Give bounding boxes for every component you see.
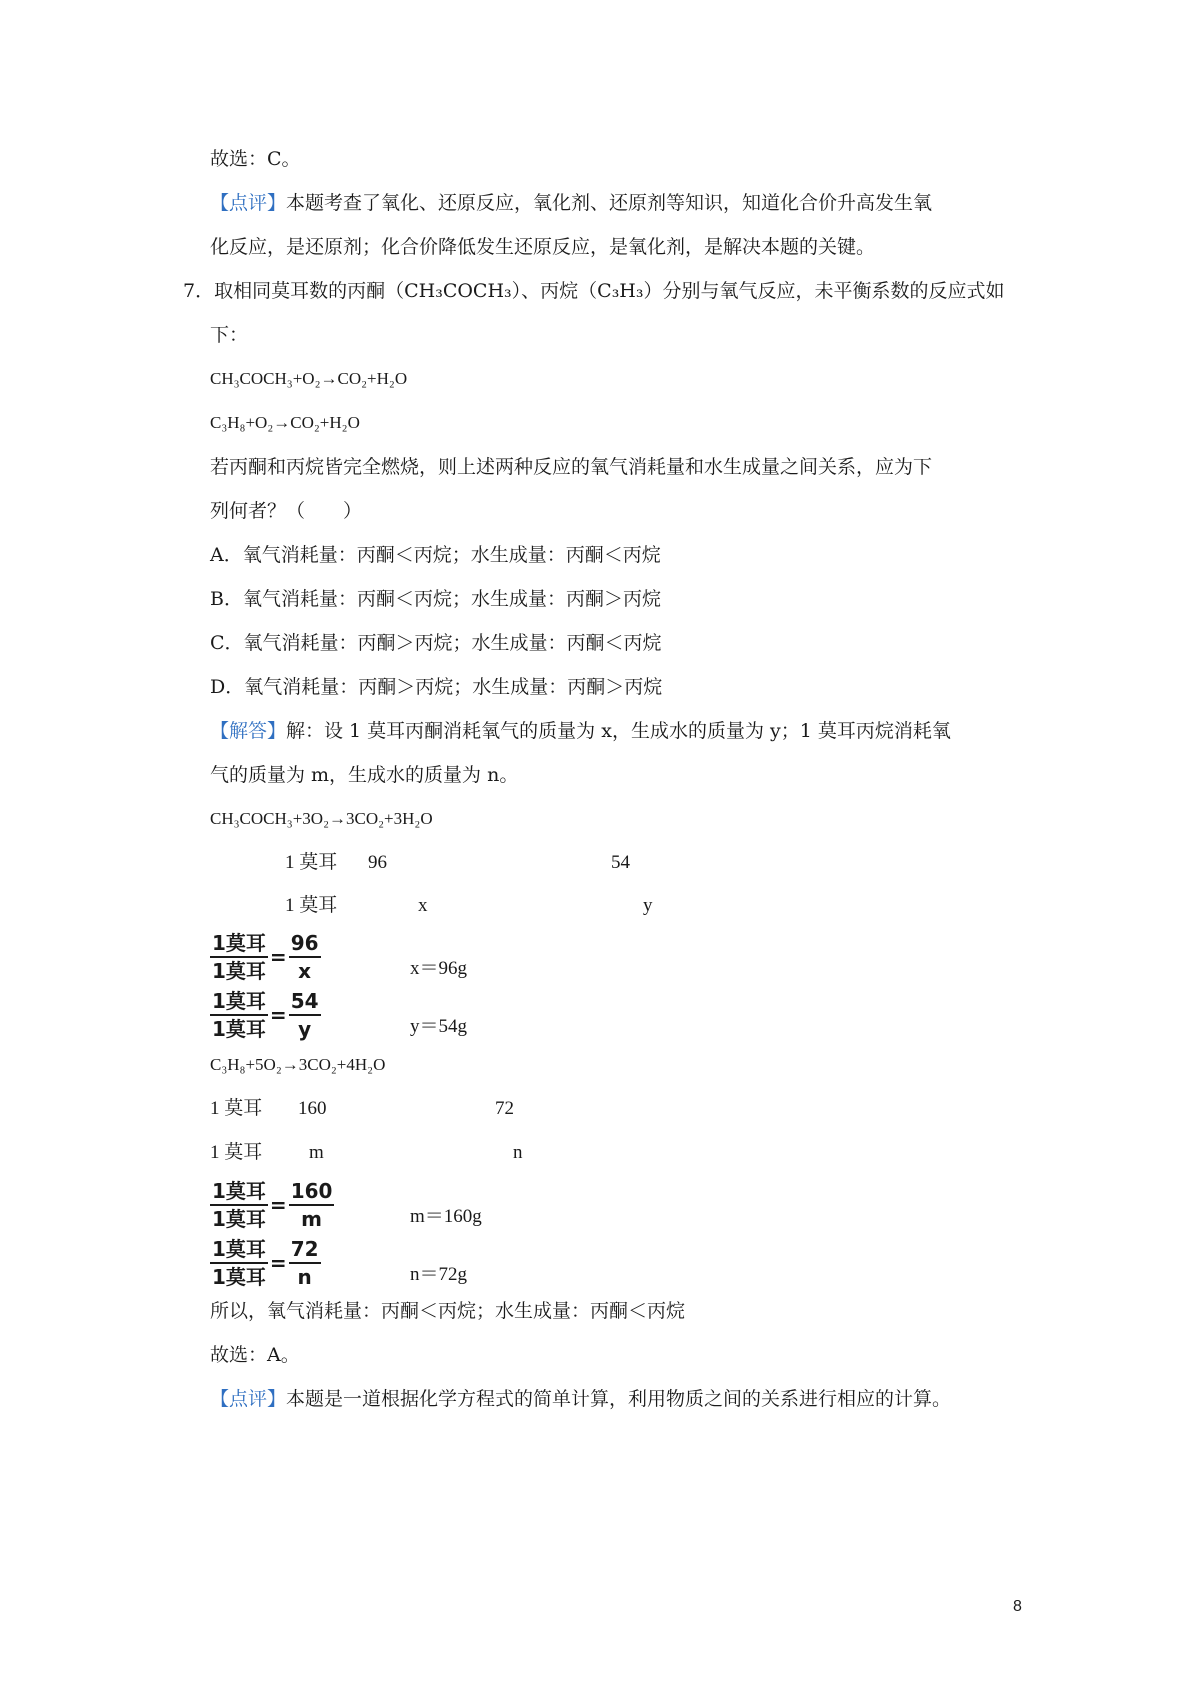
frac-2-top-right: 54 (289, 988, 321, 1016)
question-stem-3: 若丙酮和丙烷皆完全燃烧，则上述两种反应的氧气消耗量和水生成量之间关系，应为下 (210, 456, 933, 478)
r1-row1-h2o: 54 (611, 852, 630, 873)
frac-1-top-left: 1莫耳 (210, 930, 268, 958)
fraction-3 (210, 1178, 334, 1232)
frac-3-bottom-right: m (301, 1207, 322, 1231)
frac-1-bottom-left: 1莫耳 (212, 959, 266, 983)
comment-tag: 【点评】 (210, 1388, 287, 1410)
r2-row1-o2: 160 (298, 1098, 327, 1119)
option-d: D．氧气消耗量：丙酮＞丙烷；水生成量：丙酮＞丙烷 (210, 676, 663, 698)
r2-row1-h2o: 72 (495, 1098, 514, 1119)
solution-line-1 (210, 718, 951, 744)
frac-4-top-left: 1莫耳 (210, 1236, 268, 1264)
question-stem-4: 列何者？（ ） (210, 500, 363, 522)
solution-line-2: 气的质量为 m，生成水的质量为 n。 (210, 764, 519, 786)
question-stem-1: 取相同莫耳数的丙酮（CH₃COCH₃）、丙烷（C₃H₃）分别与氧气反应，未平衡系数的反应式如 (214, 280, 1005, 302)
r1-row2-y: y (643, 895, 653, 916)
option-a: A．氧气消耗量：丙酮＜丙烷；水生成量：丙酮＜丙烷 (210, 544, 661, 566)
frac-4-bottom-right: n (297, 1265, 312, 1289)
answer-a: 故选：A。 (210, 1344, 300, 1366)
question-7-line-1 (183, 278, 1005, 304)
r1-row2-x: x (418, 895, 428, 916)
page-number: 8 (1013, 1598, 1022, 1615)
conclusion: 所以，氧气消耗量：丙酮＜丙烷；水生成量：丙酮＜丙烷 (210, 1300, 686, 1322)
frac-4-top-right: 72 (289, 1236, 321, 1264)
frac-1-result: x＝96g (410, 958, 468, 979)
solution-text-1: 解：设 1 莫耳丙酮消耗氧气的质量为 x，生成水的质量为 y；1 莫耳丙烷消耗氧 (286, 720, 951, 742)
comment-tag: 【点评】 (210, 192, 287, 214)
reaction-2: C₃H₈+5O₂→3CO₂+4H₂O (210, 1055, 386, 1074)
equation-1: CH₃COCH₃+O₂→CO₂+H₂O (210, 369, 408, 388)
prev-answer: 故选：C。 (210, 148, 301, 170)
prev-comment-line-1 (210, 190, 932, 216)
prev-comment-text-1: 本题考查了氧化、还原反应，氧化剂、还原剂等知识，知道化合价升高发生氧 (286, 192, 933, 214)
prev-comment-line-2: 化反应，是还原剂；化合价降低发生还原反应，是氧化剂，是解决本题的关键。 (210, 236, 876, 258)
comment-line (210, 1386, 951, 1412)
r2-row1-mol: 1 莫耳 (210, 1098, 263, 1119)
frac-1-bottom-right: x (298, 959, 312, 983)
equals-sign: = (269, 1251, 287, 1275)
question-stem-2: 下： (210, 324, 249, 346)
option-c: C．氧气消耗量：丙酮＞丙烷；水生成量：丙酮＜丙烷 (210, 632, 662, 654)
frac-2-bottom-left: 1莫耳 (212, 1017, 266, 1041)
frac-4-bottom-left: 1莫耳 (212, 1265, 266, 1289)
r1-row1-o2: 96 (368, 852, 387, 873)
frac-2-bottom-right: y (298, 1017, 312, 1041)
frac-3-top-left: 1莫耳 (210, 1178, 268, 1206)
frac-2-result: y＝54g (410, 1016, 468, 1037)
frac-2-top-left: 1莫耳 (210, 988, 268, 1016)
equation-2: C₃H₈+O₂→CO₂+H₂O (210, 413, 360, 432)
r1-row1-mol: 1 莫耳 (285, 852, 338, 873)
fraction-1 (210, 930, 321, 984)
reaction-1: CH₃COCH₃+3O₂→3CO₂+3H₂O (210, 809, 433, 828)
fraction-4 (210, 1236, 321, 1290)
frac-1-top-right: 96 (289, 930, 321, 958)
equals-sign: = (269, 1193, 287, 1217)
r2-row2-mol: 1 莫耳 (210, 1142, 263, 1163)
frac-4-result: n＝72g (410, 1264, 468, 1285)
r1-row2-mol: 1 莫耳 (285, 895, 338, 916)
r2-row2-n: n (513, 1142, 523, 1163)
frac-3-bottom-left: 1莫耳 (212, 1207, 266, 1231)
fraction-2 (210, 988, 321, 1042)
equals-sign: = (269, 1003, 287, 1027)
frac-3-result: m＝160g (410, 1206, 482, 1227)
r2-row2-m: m (309, 1142, 324, 1163)
equals-sign: = (269, 945, 287, 969)
comment-text: 本题是一道根据化学方程式的简单计算，利用物质之间的关系进行相应的计算。 (286, 1388, 952, 1410)
question-number: 7． (183, 280, 215, 302)
option-b: B．氧气消耗量：丙酮＜丙烷；水生成量：丙酮＞丙烷 (210, 588, 661, 610)
frac-3-top-right: 160 (289, 1178, 335, 1206)
solution-tag: 【解答】 (210, 720, 287, 742)
